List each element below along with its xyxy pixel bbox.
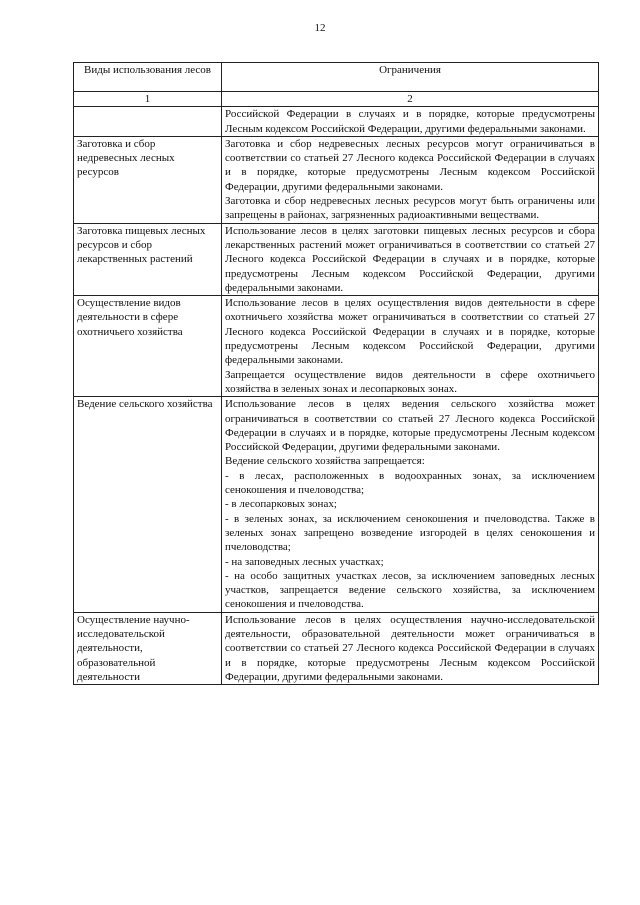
column-header-restrictions: Ограничения bbox=[222, 63, 599, 92]
table-row bbox=[74, 612, 599, 684]
restrictions-cell bbox=[222, 136, 599, 223]
table-row bbox=[74, 397, 599, 612]
forest-use-kind-cell bbox=[74, 107, 222, 137]
column-number-1: 1 bbox=[74, 92, 222, 107]
restriction-paragraph: Использование лесов в целях осуществления видов деятельности в сфере охотничьего хозяйства может ограничиваться в соответствии со статьей 27 Лесного кодекса Российской Федерации в случаях и в порядке, которые предусмотрены Лесным кодексом Российской Федерации, другими федеральными законами. bbox=[225, 297, 595, 367]
forest-use-kind-cell: Заготовка пищевых лесных ресурсов и сбор лекарственных растений bbox=[74, 223, 222, 295]
column-number-2: 2 bbox=[222, 92, 599, 107]
restriction-paragraph: Заготовка и сбор недревесных лесных ресурсов могут быть ограничены или запрещены в районах, загрязненных радиоактивными веществами. bbox=[225, 195, 595, 222]
restriction-paragraph: - на особо защитных участках лесов, за исключением заповедных лесных участков, запрещается ведение сельского хозяйства, за исключением сенокошения и пчеловодства. bbox=[225, 569, 595, 611]
table-row bbox=[74, 296, 599, 397]
restriction-paragraph: Ведение сельского хозяйства запрещается: bbox=[225, 455, 425, 468]
table-row bbox=[74, 107, 599, 137]
restrictions-cell bbox=[222, 612, 599, 684]
restriction-paragraph: - в зеленых зонах, за исключением сенокошения и пчеловодства. Также в зеленых зонах запрещено возведение изгородей в целях сенокошения и пчеловодства; bbox=[225, 512, 595, 554]
restrictions-cell bbox=[222, 107, 599, 137]
forest-use-restrictions-table bbox=[73, 62, 599, 685]
restriction-paragraph: - в лесопарковых зонах; bbox=[225, 498, 337, 511]
restriction-paragraph: Заготовка и сбор недревесных лесных ресурсов могут ограничиваться в соответствии со статьей 27 Лесного кодекса Российской Федерации в случаях и в порядке, которые предусмотрены Лесным кодексом Российской Федерации, другими федеральными законами. bbox=[225, 137, 595, 193]
forest-use-kind-cell: Заготовка и сбор недревесных лесных ресурсов bbox=[74, 136, 222, 223]
page-number: 12 bbox=[314, 22, 326, 34]
restrictions-cell bbox=[222, 397, 599, 612]
table-row bbox=[74, 136, 599, 223]
restriction-paragraph: - на заповедных лесных участках; bbox=[225, 555, 384, 568]
restriction-paragraph: - в лесах, расположенных в водоохранных зонах, за исключением сенокошения и пчеловодства; bbox=[225, 469, 595, 497]
forest-use-kind-cell: Ведение сельского хозяйства bbox=[74, 397, 222, 612]
restrictions-cell bbox=[222, 296, 599, 397]
column-header-kinds: Виды использования лесов bbox=[74, 63, 222, 92]
restriction-paragraph: Использование лесов в целях ведения сельского хозяйства может ограничиваться в соответствии со статьей 27 Лесного кодекса Российской Федерации в случаях и в порядке, которые предусмотрены Лесным кодексом Российской Федерации, другими федеральными законами. bbox=[225, 398, 595, 454]
table-header-row bbox=[74, 63, 599, 92]
table-row bbox=[74, 223, 599, 295]
restriction-paragraph: Запрещается осуществление видов деятельности в сфере охотничьего хозяйства в зеленых зонах и лесопарковых зонах. bbox=[225, 368, 595, 395]
restriction-paragraph: Использование лесов в целях осуществления научно-исследовательской деятельности, образовательной деятельности может ограничиваться в соответствии со статьей 27 Лесного кодекса Российской Федерации в случаях и в порядке, которые предусмотрены Лесным кодексом Российской Федерации, другими федеральными законами. bbox=[225, 613, 595, 683]
restrictions-cell bbox=[222, 223, 599, 295]
column-number-row bbox=[74, 92, 599, 107]
restriction-paragraph: Российской Федерации в случаях и в порядке, которые предусмотрены Лесным кодексом Российской Федерации, другими федеральными законами. bbox=[225, 108, 595, 135]
forest-use-kind-cell: Осуществление научно-исследовательской деятельности, образовательной деятельности bbox=[74, 612, 222, 684]
restriction-paragraph: Использование лесов в целях заготовки пищевых лесных ресурсов и сбора лекарственных растений может ограничиваться в соответствии со статьей 27 Лесного кодекса Российской Федерации в случаях и в порядке, которые предусмотрены Лесным кодексом Российской Федерации, другими федеральными законами. bbox=[225, 224, 595, 294]
forest-use-kind-cell: Осуществление видов деятельности в сфере охотничьего хозяйства bbox=[74, 296, 222, 397]
